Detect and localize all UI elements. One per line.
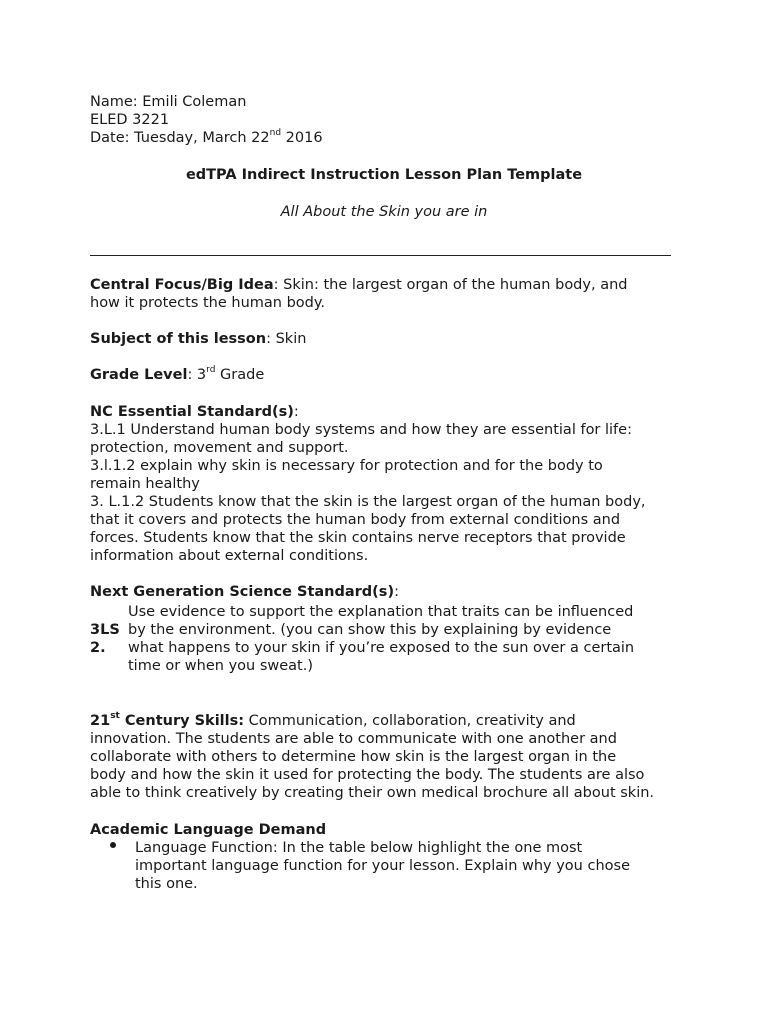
course-code: ELED 3221 <box>90 112 170 128</box>
nc-standard-line: 3. L.1.2 Students know that the skin is the largest organ of the human body, <box>90 494 646 510</box>
century-skills-line: collaborate with others to determine how skin is the largest organ in the <box>90 749 617 765</box>
academic-language-heading: Academic Language Demand <box>90 822 327 838</box>
central-focus-label: Central Focus/Big Idea <box>90 277 274 293</box>
century-skills-line: body and how the skin it used for protecting the body. The students are also <box>90 767 645 783</box>
grade-level-label: Grade Level <box>90 367 188 383</box>
lesson-date: Date: Tuesday, March 22nd 2016 <box>90 128 323 146</box>
nc-standard-line: 3.L.1 Understand human body systems and how they are essential for life: <box>90 422 632 438</box>
subject-label: Subject of this lesson <box>90 331 267 347</box>
central-focus-line-1: Central Focus/Big Idea: Skin: the largest organ of the human body, and <box>90 277 628 293</box>
ngss-standard-line: by the environment. (you can show this by explaining by evidence <box>128 622 612 638</box>
century-skills-label: 21st Century Skills: <box>90 711 245 729</box>
subject-line: Subject of this lesson: Skin <box>90 331 307 347</box>
ngss-standard-line: what happens to your skin if you’re exposed to the sun over a certain <box>128 640 635 656</box>
student-name: Name: Emili Coleman <box>90 94 247 110</box>
century-skills-line-1: 21st Century Skills: Communication, collaboration, creativity and <box>90 711 576 729</box>
document-title: edTPA Indirect Instruction Lesson Plan Template <box>185 167 583 183</box>
nc-standard-line: forces. Students know that the skin contains nerve receptors that provide <box>90 530 626 546</box>
lesson-subtitle: All About the Skin you are in <box>280 204 488 220</box>
century-skills-line: able to think creatively by creating their own medical brochure all about skin. <box>90 785 655 801</box>
century-skills-line: innovation. The students are able to communicate with one another and <box>90 731 617 747</box>
horizontal-divider <box>90 255 671 256</box>
nc-standard-line: protection, movement and support. <box>90 440 349 456</box>
nc-standard-line: remain healthy <box>90 476 200 492</box>
nc-standard-line: 3.l.1.2 explain why skin is necessary for protection and for the body to <box>90 458 603 474</box>
bullet-text-line: important language function for your lesson. Explain why you chose <box>135 858 630 874</box>
bullet-text-line: this one. <box>135 876 198 892</box>
ngss-standard-line: Use evidence to support the explanation that traits can be influenced <box>128 604 634 620</box>
central-focus-line-2: how it protects the human body. <box>90 295 325 311</box>
bullet-text-line: Language Function: In the table below highlight the one most <box>135 840 583 856</box>
nc-standard-line: information about external conditions. <box>90 548 369 564</box>
bullet-icon <box>110 842 116 848</box>
ngss-standard-line: time or when you sweat.) <box>128 658 314 674</box>
nc-standard-line: that it covers and protects the human body from external conditions and <box>90 512 621 528</box>
ngss-heading: Next Generation Science Standard(s): <box>90 584 399 600</box>
nc-standards-heading: NC Essential Standard(s): <box>90 404 299 420</box>
ngss-code: 3LS <box>90 622 120 638</box>
grade-level-line: Grade Level: 3rd Grade <box>90 365 265 383</box>
ngss-code: 2. <box>90 640 106 656</box>
